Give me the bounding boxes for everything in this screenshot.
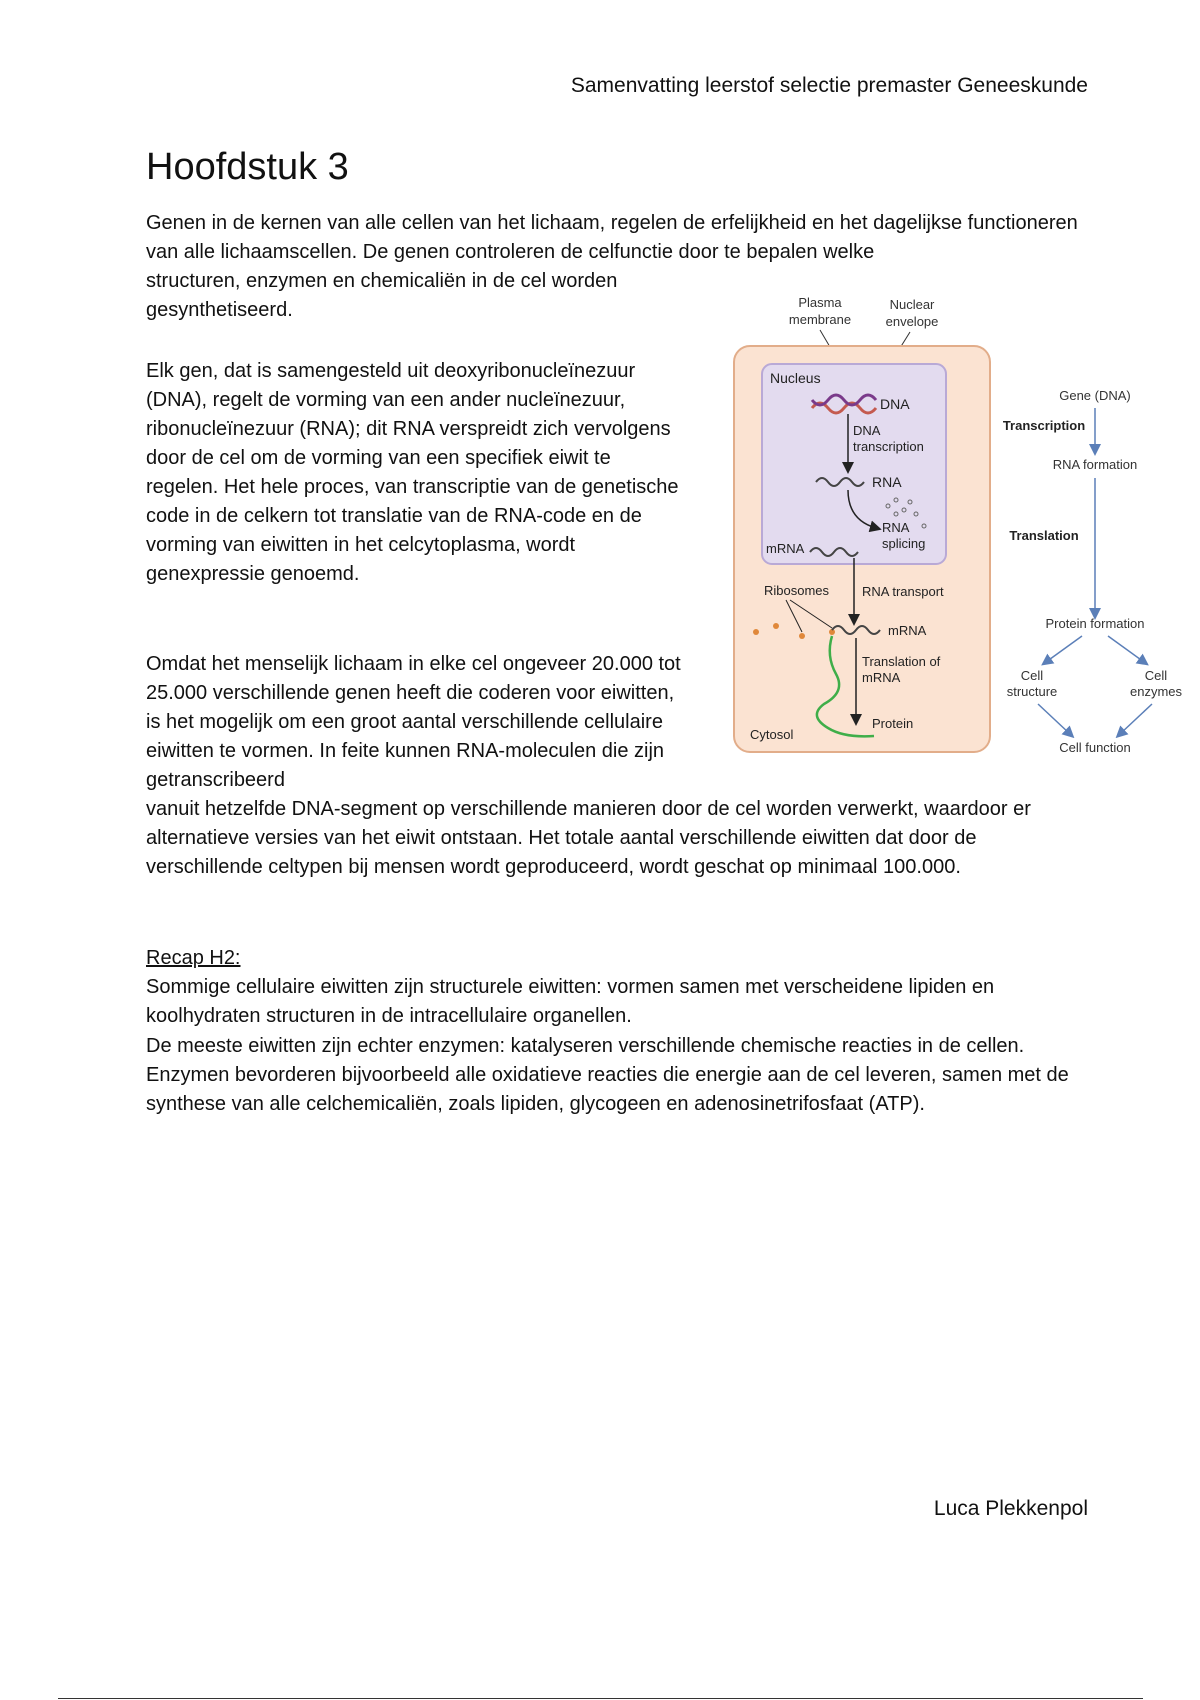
label-dna-transcription-1: DNA (853, 423, 881, 438)
recap-paragraph-structural: Sommige cellulaire eiwitten zijn structurele eiwitten: vormen samen met verscheidene lipiden en koolhydraten structuren in de intracellulaire organellen. (146, 976, 995, 1027)
label-ribosomes: Ribosomes (764, 583, 830, 598)
pointer-plasma-membrane (820, 330, 830, 347)
arrow-protein-to-structure (1046, 636, 1082, 662)
paragraph-genes-count: Omdat het menselijk lichaam in elke cel ongeveer 20.000 tot 25.000 verschillende genen heeft die coderen voor eiwitten, is het mogelijk om een groot aantal verschillende cellulaire eiwitten te vormen. In feite kunnen RNA-moleculen die zijn getranscribeerd (146, 653, 681, 791)
label-mrna-cytosol: mRNA (888, 623, 927, 638)
label-rna-splicing-2: splicing (882, 536, 926, 551)
chapter-title: Hoofdstuk 3 (146, 146, 349, 188)
label-cell-enzymes-2: enzymes (1129, 684, 1183, 699)
label-translation-flow: Translation (1009, 528, 1079, 543)
paragraph-intro: Genen in de kernen van alle cellen van het lichaam, regelen de erfelijkheid en het dagelijkse functioneren van alle lichaamscellen. De genen controleren de celfunctie door te bepalen welke (146, 212, 1078, 263)
label-cell-structure-2: structure (1006, 684, 1058, 699)
label-dna-transcription-2: transcription (853, 439, 924, 454)
label-protein-formation: Protein formation (1045, 616, 1145, 631)
label-plasma-membrane-2: membrane (788, 312, 852, 327)
label-rna-splicing-1: RNA (882, 520, 910, 535)
label-translation-1: Translation of (862, 654, 941, 669)
gene-expression-figure (720, 290, 1190, 770)
label-nuclear-envelope-2: envelope (885, 314, 939, 329)
label-rna-formation: RNA formation (1052, 457, 1138, 472)
label-cytosol: Cytosol (750, 727, 794, 742)
paragraph-intro-continued: structuren, enzymen en chemicaliën in de cel worden gesynthetiseerd. (146, 270, 618, 321)
label-rna-transport: RNA transport (862, 584, 944, 599)
label-plasma-membrane-1: Plasma (798, 295, 842, 310)
label-cell-enzymes-1: Cell (1144, 668, 1168, 683)
footer-divider (58, 1698, 1143, 1699)
label-rna: RNA (872, 474, 902, 490)
label-protein: Protein (872, 716, 914, 731)
label-nuclear-envelope-1: Nuclear (889, 297, 935, 312)
arrow-protein-to-enzymes (1108, 636, 1144, 662)
label-transcription: Transcription (1002, 418, 1086, 433)
page-header: Samenvatting leerstof selectie premaster Geneeskunde (570, 74, 1088, 97)
author-name: Luca Plekkenpol (933, 1497, 1088, 1520)
label-gene-dna: Gene (DNA) (1059, 388, 1131, 403)
recap-heading: Recap H2: (146, 947, 241, 969)
label-cell-function: Cell function (1059, 740, 1131, 755)
label-translation-2: mRNA (862, 670, 901, 685)
label-nucleus: Nucleus (770, 370, 821, 386)
recap-paragraph-enzymes: De meeste eiwitten zijn echter enzymen: katalyseren verschillende chemische reacties in de cellen. Enzymen bevorderen bijvoorbeeld alle oxidatieve reacties die energie aan de cel leveren, samen met de synthese van alle celchemicaliën, zoals lipiden, glycogeen en adenosinetrifosfaat (ATP). (146, 1035, 1069, 1115)
paragraph-genes-count-continued: vanuit hetzelfde DNA-segment op verschillende manieren door de cel worden verwerkt, waardoor er alternatieve versies van het eiwit ontstaan. Het totale aantal verschillende eiwitten dat door de verschillende celtypen bij mensen wordt geproduceerd, wordt geschat op minimaal 100.000. (146, 798, 1031, 878)
nucleus-body (762, 364, 946, 564)
arrow-enzymes-to-function (1120, 704, 1152, 734)
label-cell-structure-1: Cell (1020, 668, 1044, 683)
arrow-structure-to-function (1038, 704, 1070, 734)
label-mrna-nucleus: mRNA (766, 541, 805, 556)
label-dna: DNA (880, 396, 910, 412)
paragraph-gene: Elk gen, dat is samengesteld uit deoxyribonucleïnezuur (DNA), regelt de vorming van een ander nucleïnezuur, ribonucleïnezuur (RNA); dit RNA verspreidt zich vervolgens door de cel om de vorming van een specifiek eiwit te regelen. Het hele proces, van transcriptie van de genetische code in de celkern tot translatie van de RNA-code en de vorming van eiwitten in het celcytoplasma, wordt genexpressie genoemd. (146, 360, 679, 585)
